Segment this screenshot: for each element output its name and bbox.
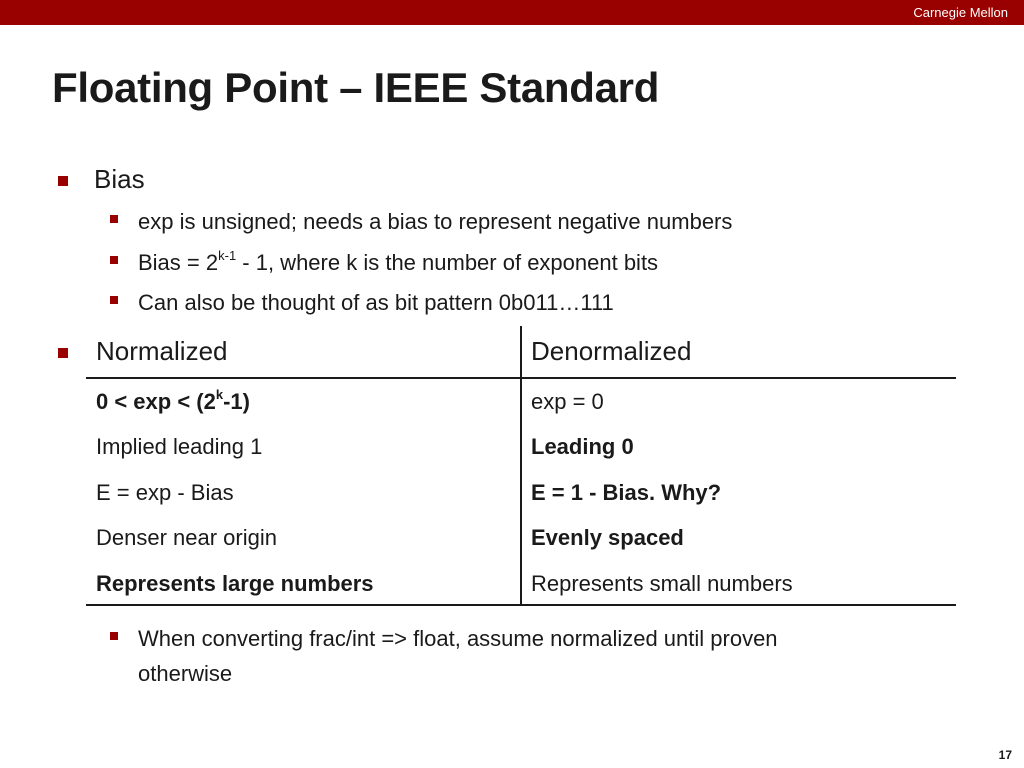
cell-denormalized-spacing: Evenly spaced [531, 525, 684, 550]
cell-normalized-leading: Implied leading 1 [96, 434, 263, 459]
square-bullet-icon [58, 176, 68, 186]
cell-denormalized-exp: exp = 0 [531, 389, 604, 414]
cell-denormalized-leading: Leading 0 [531, 434, 634, 459]
cell-normalized-e: E = exp - Bias [96, 480, 234, 505]
page-number: 17 [998, 748, 1012, 762]
bias-point-unsigned: exp is unsigned; needs a bias to represent negative numbers [138, 209, 733, 234]
cell-denormalized-magnitude: Represents small numbers [531, 571, 793, 596]
cell-normalized-exp-range [96, 389, 250, 415]
bias-formula-exponent: k-1 [218, 248, 237, 263]
comparison-table [86, 326, 956, 606]
cell-normalized-magnitude: Represents large numbers [96, 571, 374, 596]
bottom-rule [86, 604, 956, 606]
cell-normalized-density: Denser near origin [96, 525, 277, 550]
square-bullet-icon [110, 215, 118, 223]
bias-formula-rest: - 1, where k is the number of exponent bits [236, 250, 659, 275]
column-divider [520, 326, 522, 606]
exp-range-pre: 0 < exp < (2 [96, 389, 216, 414]
bias-heading: Bias [94, 164, 145, 194]
square-bullet-icon [58, 348, 68, 358]
bias-point-bit-pattern: Can also be thought of as bit pattern 0b011…111 [138, 290, 614, 315]
bias-formula-base: Bias = 2 [138, 250, 219, 275]
slide-title: Floating Point – IEEE Standard [52, 64, 660, 111]
top-bar [0, 0, 1024, 25]
conversion-note-line1: When converting frac/int => float, assume normalized until proven [138, 626, 778, 651]
header-denormalized: Denormalized [531, 336, 692, 366]
bias-point-formula [138, 250, 658, 276]
exp-range-post: -1) [223, 389, 250, 414]
exp-range-sup: k [215, 387, 224, 402]
brand-label: Carnegie Mellon [913, 5, 1008, 20]
header-normalized: Normalized [96, 336, 228, 366]
conversion-note-line2: otherwise [138, 661, 233, 686]
square-bullet-icon [110, 632, 118, 640]
header-rule [86, 377, 956, 379]
cell-denormalized-e: E = 1 - Bias. Why? [531, 480, 722, 505]
square-bullet-icon [110, 296, 118, 304]
square-bullet-icon [110, 256, 118, 264]
